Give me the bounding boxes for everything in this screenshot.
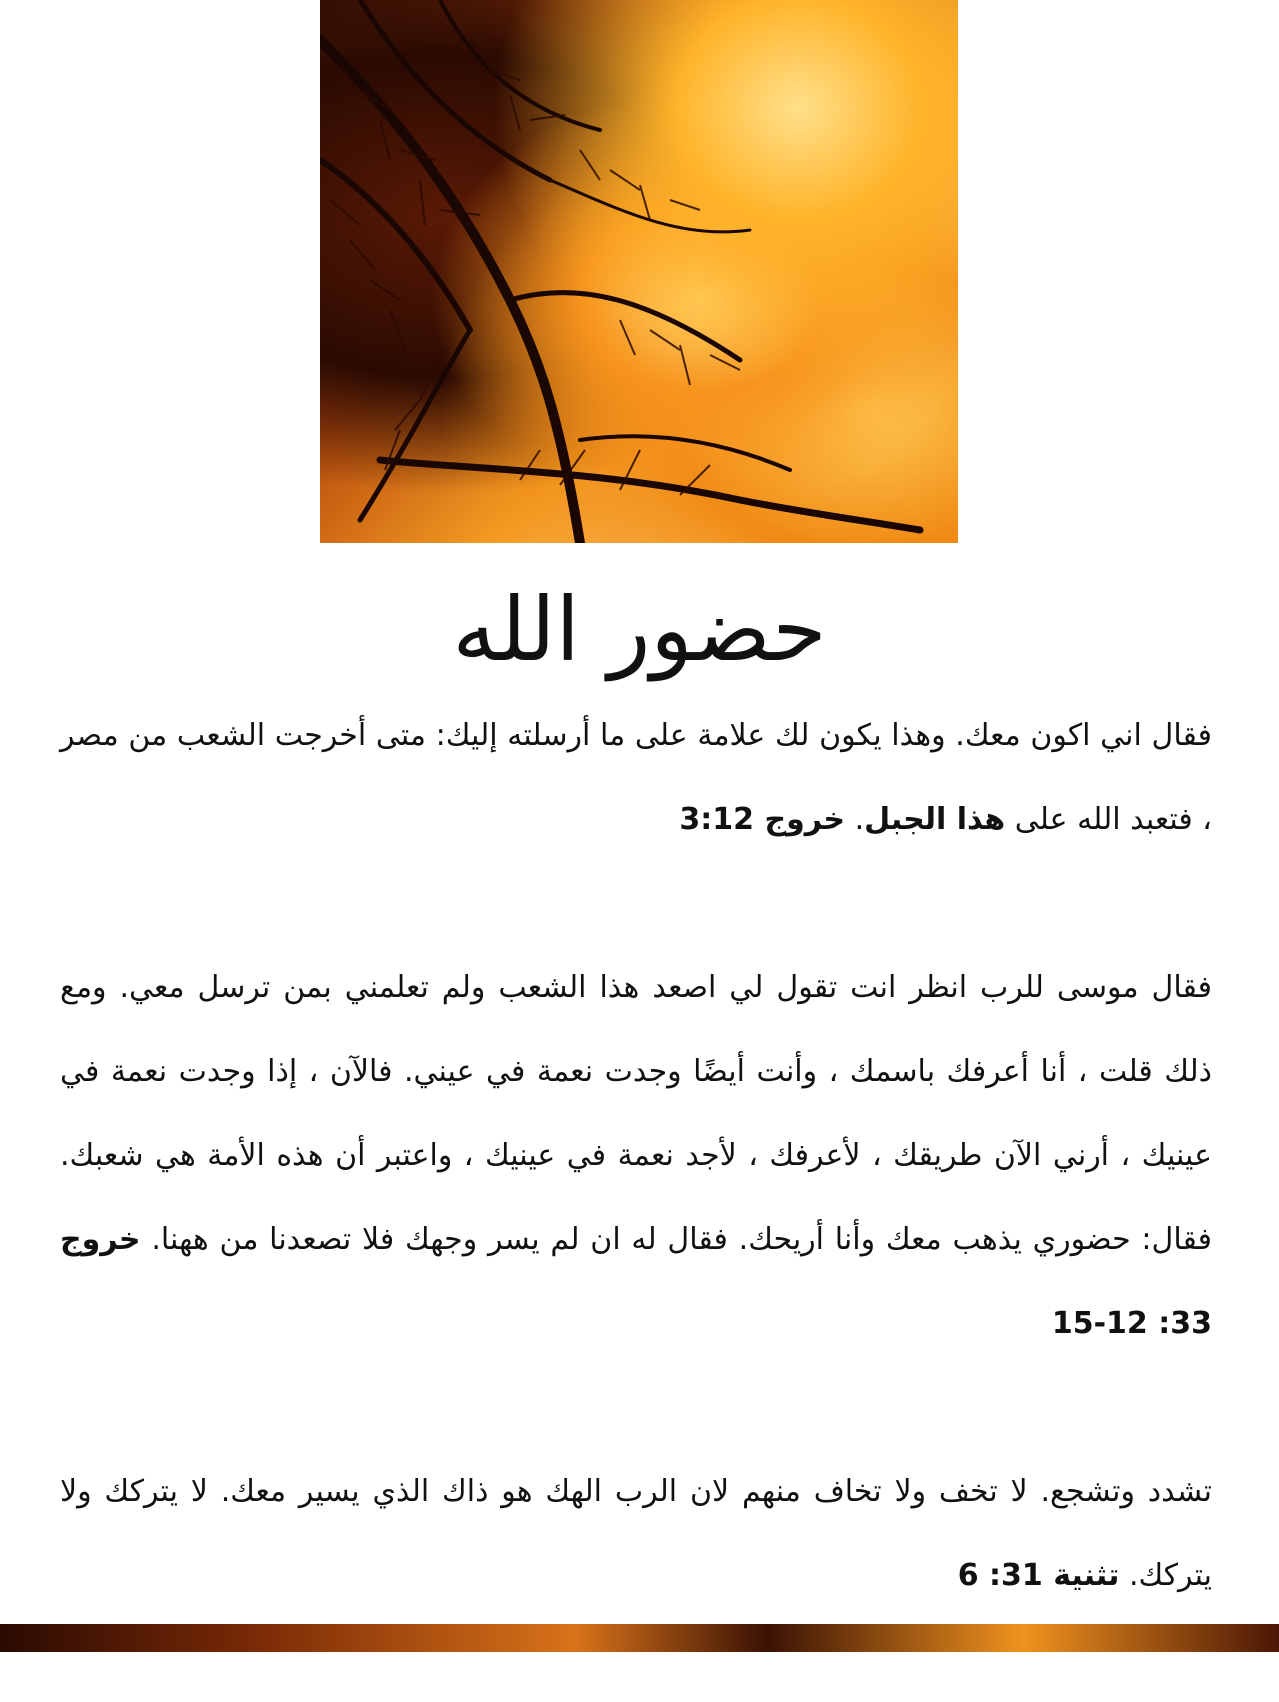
passage-text: تشدد وتشجع. لا تخف ولا تخاف منهم لان الرب الهك هو ذاك الذي يسير معك. لا يتركك ولا يتركك. (60, 1474, 1212, 1593)
passage-exodus-3 (60, 694, 1212, 862)
passage-text: فقال اني اكون معك. وهذا يكون لك علامة على ما أرسلته إليك: متى أخرجت الشعب من مصر ، فتعبد الله على (60, 718, 1212, 837)
scripture-passages (60, 694, 1212, 1702)
passage-punctuation: . (845, 802, 865, 837)
passage-reference: خروج 3:12 (679, 802, 846, 837)
passage-reference: تثنية 31: 6 (957, 1558, 1120, 1593)
passage-reference: خروج 33: 12-15 (60, 1222, 1212, 1341)
passage-bold-phrase: هذا الجبل (864, 802, 1006, 837)
passage-deuteronomy-31 (60, 1450, 1212, 1618)
burning-bush-image (320, 0, 958, 543)
passage-text: فقال موسى للرب انظر انت تقول لي اصعد هذا الشعب ولم تعلمني بمن ترسل معي. ومع ذلك قلت ، أنا أعرفك باسمك ، وأنت أيضًا وجدت نعمة في عيني. فالآن ، إذا وجدت نعمة في عينيك ، أرني الآن طريقك ، لأعرفك ، لأجد نعمة في عينيك ، واعتبر أن هذه الأمة هي شعبك. فقال: حضوري يذهب معك وأنا أريحك. فقال له ان لم يسر وجهك فلا تصعدنا من ههنا. (60, 970, 1212, 1257)
tree-silhouette-icon (320, 0, 958, 543)
page-title: حضور الله (452, 578, 827, 681)
passage-exodus-33 (60, 946, 1212, 1366)
fire-image-strip (0, 1624, 1279, 1652)
